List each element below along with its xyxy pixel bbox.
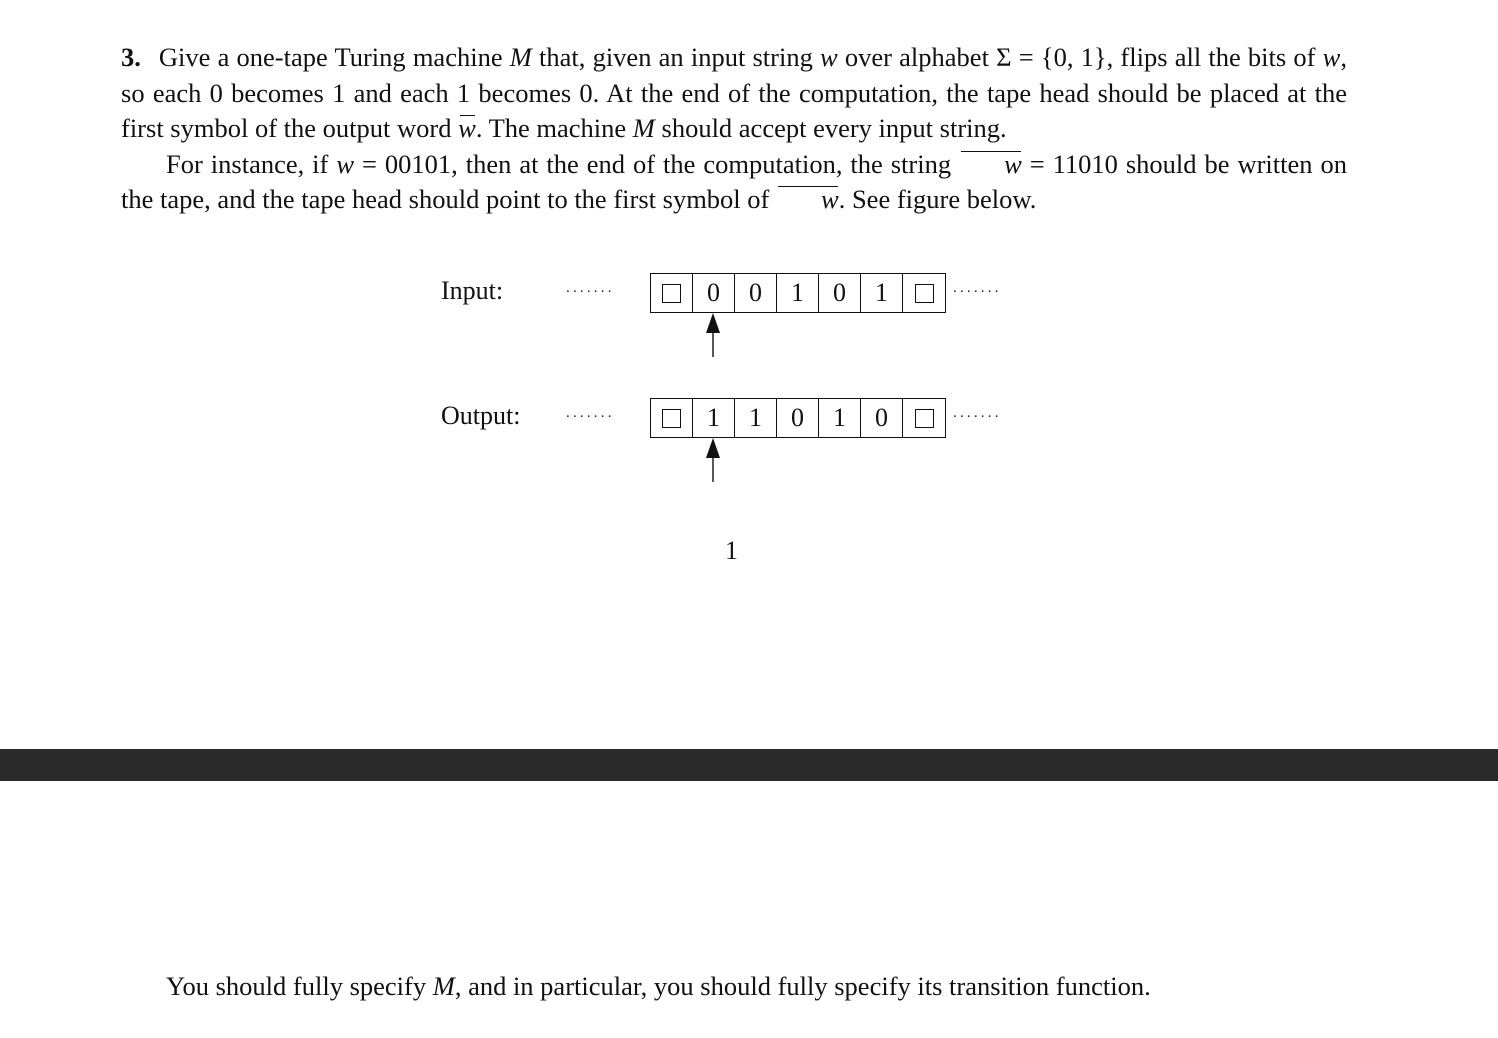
math-w: w [820, 42, 838, 72]
output-tape-cell: 1 [735, 399, 777, 437]
text: . The machine [475, 113, 633, 143]
blank-symbol-icon [662, 284, 681, 303]
math-w: w [1322, 42, 1341, 72]
input-tape-cell: 1 [777, 274, 819, 312]
input-tape-blank-cell [903, 274, 945, 312]
input-tape-cell: 1 [861, 274, 903, 312]
page-2 [0, 781, 1498, 1038]
math-w: w [336, 148, 355, 179]
text: , and in particular, you should fully specify its transition function. [454, 971, 1151, 1001]
text: that, given an input string [531, 42, 821, 72]
blank-symbol-icon [662, 409, 681, 428]
blank-symbol-icon [915, 284, 934, 303]
problem-paragraph-1 [121, 40, 1347, 147]
problem-statement [121, 40, 1347, 218]
input-tape-head-arrow-icon [704, 313, 722, 357]
output-tape-cell: 0 [861, 399, 903, 437]
math-w-bar: w [458, 111, 476, 147]
output-tape-cell: 1 [819, 399, 861, 437]
input-tape-cell: 0 [819, 274, 861, 312]
math-M: M [632, 113, 655, 143]
text: , so each 0 becomes 1 and each 1 becomes 0. At the end of the computation, the tape head should be placed at the first symbol of the output word [121, 42, 1347, 143]
input-tape-cell: 0 [693, 274, 735, 312]
text: = 11010 should be written on the tape, and the tape head should point to the first symbol of [121, 148, 1347, 214]
input-dots-right: ....... [953, 280, 1002, 296]
text: over alphabet Σ = {0, 1}, flips all the bits of [837, 42, 1323, 72]
input-dots-left: ....... [566, 280, 615, 296]
output-dots-right: ....... [953, 405, 1002, 421]
problem-number: 3. [121, 42, 141, 72]
text: Give a one-tape Turing machine [158, 42, 510, 72]
page-divider [0, 749, 1498, 781]
specification-note [166, 971, 1151, 1002]
math-w-bar: w [959, 147, 1022, 183]
output-tape [650, 398, 946, 438]
input-label: Input: [441, 276, 504, 305]
output-tape-head-arrow-icon [704, 438, 722, 482]
input-tape [650, 273, 946, 313]
text: should accept every input string. [654, 113, 1007, 143]
text: = 00101, then at the end of the computation, the string [354, 148, 960, 179]
output-tape-blank-cell [903, 399, 945, 437]
input-tape-cell: 0 [735, 274, 777, 312]
output-tape-blank-cell [651, 399, 693, 437]
output-dots-left: ....... [566, 405, 615, 421]
math-w-bar: w [776, 182, 839, 218]
text: . See figure below. [838, 184, 1037, 214]
math-M: M [509, 42, 532, 72]
math-M: M [432, 971, 455, 1001]
text: You should fully specify [166, 971, 433, 1001]
input-tape-blank-cell [651, 274, 693, 312]
page-number: 1 [725, 536, 738, 565]
output-label: Output: [441, 401, 521, 430]
problem-paragraph-2 [121, 147, 1347, 218]
output-tape-cell: 0 [777, 399, 819, 437]
text: For instance, if [166, 148, 337, 179]
output-tape-cell: 1 [693, 399, 735, 437]
blank-symbol-icon [915, 409, 934, 428]
